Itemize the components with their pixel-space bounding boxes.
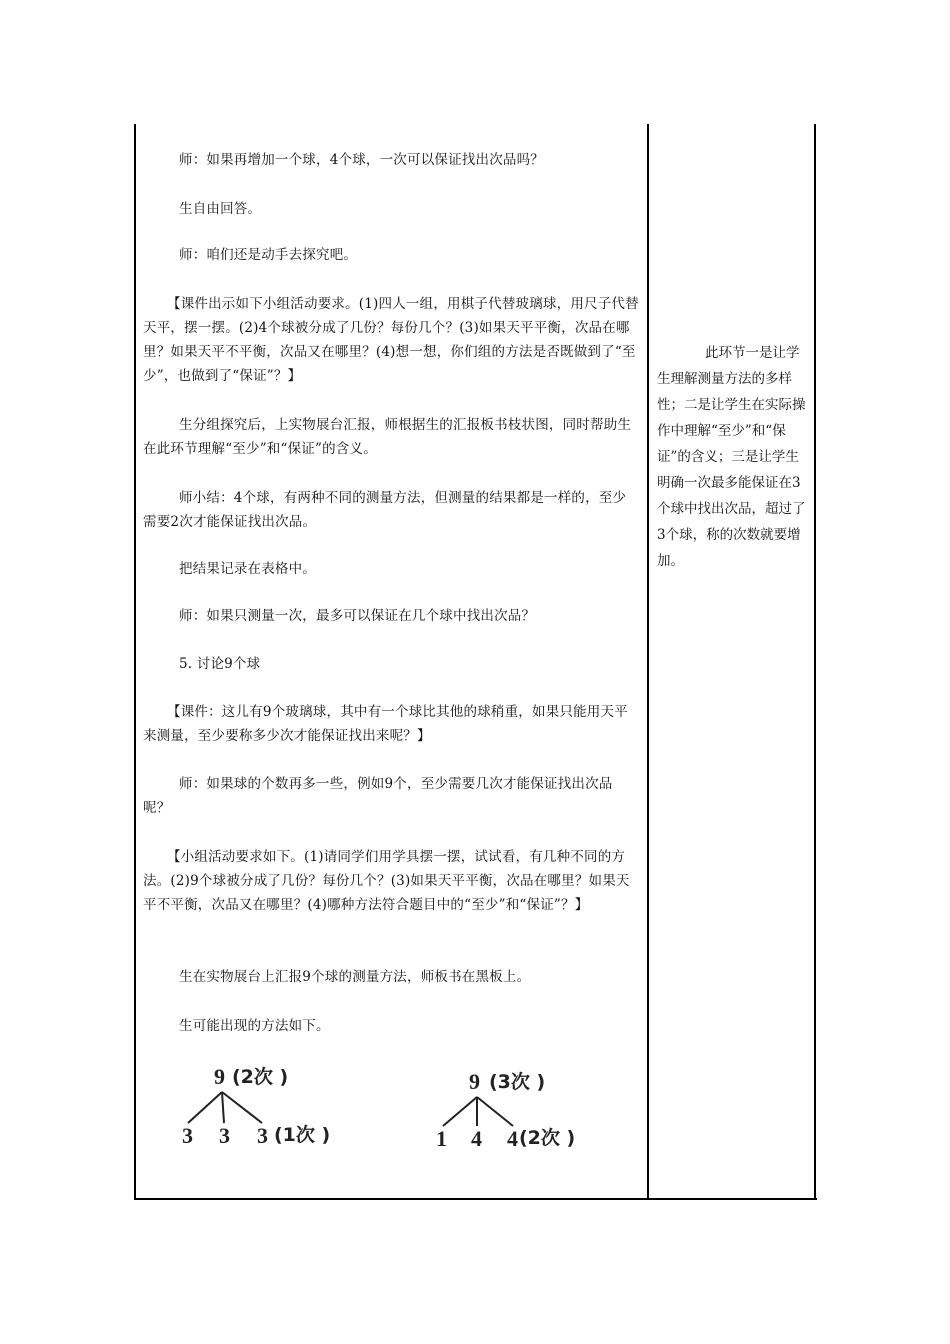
tree-diagram-1-4-4: [425, 1064, 615, 1159]
section-heading: 5. 讨论9个球: [179, 656, 261, 672]
table-left-border: [134, 124, 136, 1199]
tree-child: 4: [471, 1126, 482, 1151]
paragraph: 【课件出示如下小组活动要求。(1)四人一组，用棋子代替玻璃球，用尺子代替天平，摆一摆。(2)4个球被分成了几份？每份几个？(3)如果天平平衡，次品在哪里？如果天平不平衡，次品又在哪里？(4)想一想，你们组的方法是否既做到了“至少”，也做到了“保证”？】: [143, 296, 639, 384]
tree-diagram-3-3-3: [170, 1060, 360, 1155]
tree-child: 3: [257, 1123, 268, 1148]
tree-child-label: (1次 ): [274, 1124, 331, 1146]
paragraph: 生分组探究后，上实物展台汇报，师根据生的汇报板书枝状图，同时帮助生在此环节理解“至少”和“保证”的含义。: [143, 417, 632, 457]
table-right-border: [814, 124, 816, 1199]
tree-child: 3: [182, 1123, 193, 1148]
paragraph: 生在实物展台上汇报9个球的测量方法，师板书在黑板上。: [179, 969, 531, 985]
paragraph: 生自由回答。: [179, 201, 262, 217]
paragraph: 把结果记录在表格中。: [179, 561, 316, 577]
paragraph: 师：如果只测量一次，最多可以保证在几个球中找出次品？: [179, 608, 536, 624]
tree-root-label: (2次 ): [232, 1066, 289, 1088]
paragraph: 【小组活动要求如下。(1)请同学们用学具摆一摆，试试看，有几种不同的方法。(2)9个球被分成了几份？每份几个？(3)如果天平平衡，次品在哪里？如果天平不平衡，次品又在哪里？(4)哪种方法符合题目中的“至少”和“保证”？】: [143, 849, 630, 913]
paragraph: 【课件：这儿有9个玻璃球，其中有一个球比其他的球稍重，如果只能用天平来测量，至少要称多少次才能保证找出来呢？】: [143, 704, 628, 744]
table-column-divider: [647, 124, 649, 1199]
side-note: 此环节一是让学生理解测量方法的多样性；二是让学生在实际操作中理解“至少”和“保证”的含义；三是让学生明确一次最多能保证在3个球中找出次品，超过了3个球，称的次数就要增加。: [657, 345, 806, 569]
tree-root-label: (3次 ): [489, 1071, 546, 1093]
tree-root: 9: [469, 1069, 480, 1094]
table-bottom-border: [134, 1198, 817, 1200]
paragraph: 师：如果球的个数再多一些，例如9个，至少需要几次才能保证找出次品呢？: [143, 776, 613, 816]
paragraph: 师小结：4个球，有两种不同的测量方法，但测量的结果都是一样的，至少需要2次才能保证找出次品。: [143, 490, 627, 530]
tree-child-label: (2次 ): [519, 1127, 576, 1149]
paragraph: 生可能出现的方法如下。: [179, 1018, 330, 1034]
tree-child: 1: [436, 1126, 447, 1151]
tree-child: 4: [507, 1126, 518, 1151]
paragraph: 师：咱们还是动手去探究吧。: [179, 247, 358, 263]
tree-child: 3: [219, 1123, 230, 1148]
tree-root: 9: [214, 1064, 225, 1089]
paragraph: 师：如果再增加一个球，4个球，一次可以保证找出次品吗？: [179, 152, 544, 168]
